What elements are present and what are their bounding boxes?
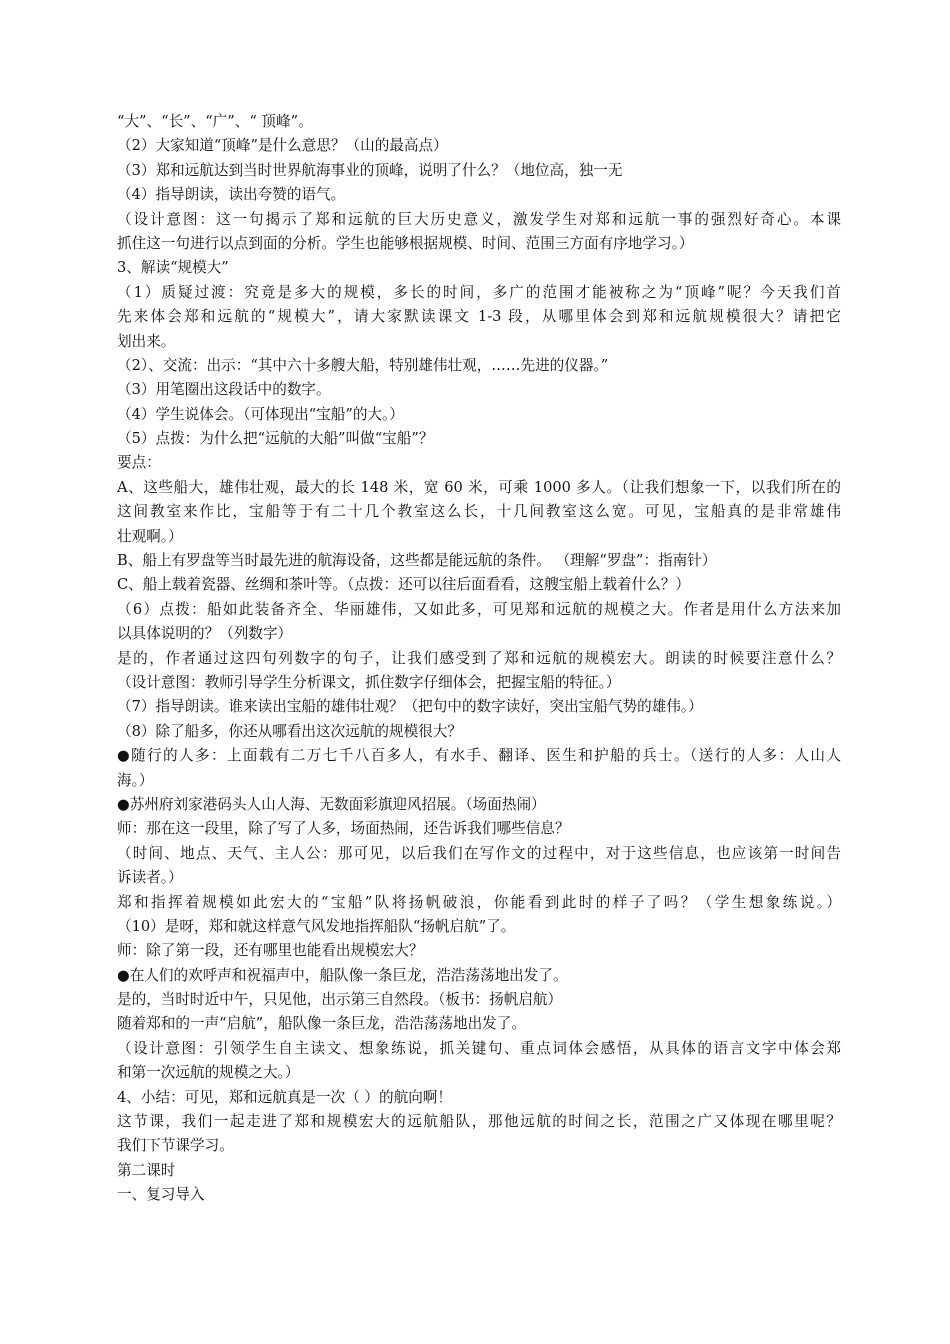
text-line: （2）大家知道“顶峰”是什么意思？（山的最高点） bbox=[117, 137, 448, 155]
text-line: （7）指导朗读。谁来读出宝船的雄伟壮观？（把句中的数字读好，突出宝船气势的雄伟。） bbox=[117, 698, 703, 716]
text-line: 先来体会郑和远航的“规模大”，请大家默读课文 1-3 段，从哪里体会到郑和远航规模很大？请把它 bbox=[117, 308, 841, 326]
text-line: B、船上有罗盘等当时最先进的航海设备，这些都是能远航的条件。 （理解“罗盘”：指南针） bbox=[117, 552, 717, 570]
text-line: （设计意图：这一句揭示了郑和远航的巨大历史意义，激发学生对郑和远航一事的强烈好奇心。本课 bbox=[117, 210, 841, 228]
text-line: （4）指导朗读，读出夸赞的语气。 bbox=[117, 186, 346, 204]
text-line: （3）用笔圈出这段话中的数字。 bbox=[117, 381, 331, 399]
text-line: 和第一次远航的规模之大。） bbox=[117, 1064, 300, 1082]
text-line: 划出来。 bbox=[117, 332, 176, 350]
text-line: 壮观啊。） bbox=[117, 527, 183, 545]
text-line: （设计意图：引领学生自主读文、想象练说，抓关键句、重点词体会感悟，从具体的语言文字中体会郑 bbox=[117, 1039, 841, 1057]
document-body bbox=[117, 110, 841, 1208]
text-line: 以具体说明的？（列数字） bbox=[117, 625, 293, 643]
text-line: 郑和指挥着规模如此宏大的“宝船”队将扬帆破浪，你能看到此时的样子了吗？（学生想象练说。） bbox=[117, 893, 841, 911]
text-line: 诉读者。） bbox=[117, 869, 183, 887]
text-line: 这间教室来作比，宝船等于有二十几个教室这么长，十几间教室这么宽。可见，宝船真的是非常雄伟 bbox=[117, 503, 841, 521]
text-line: A、这些船大，雄伟壮观，最大的长 148 米，宽 60 米，可乘 1000 多人。（让我们想象一下，以我们所在的 bbox=[117, 478, 841, 496]
text-line: （5）点拨：为什么把“远航的大船”叫做“宝船”？ bbox=[117, 430, 434, 448]
text-line: 海。） bbox=[117, 771, 154, 789]
text-line: （10）是呀，郑和就这样意气风发地指挥船队“扬帆启航”了。 bbox=[117, 917, 516, 935]
section-heading: 第二课时 bbox=[117, 1161, 176, 1179]
text-line: C、船上载着瓷器、丝绸和茶叶等。（点拨：还可以往后面看看，这艘宝船上载着什么？） bbox=[117, 576, 691, 594]
text-line: （时间、地点、天气、主人公：那可见，以后我们在写作文的过程中，对于这些信息，也应该第一时间告 bbox=[117, 844, 841, 862]
text-line: 师：除了第一段，还有哪里也能看出规模宏大？ bbox=[117, 942, 424, 960]
text-line: 师：那在这一段里，除了写了人多，场面热闹，还告诉我们哪些信息？ bbox=[117, 820, 570, 838]
text-line: 随着郑和的一声“启航”，船队像一条巨龙，浩浩荡荡地出发了。 bbox=[117, 1015, 526, 1033]
text-line: ●随行的人多：上面载有二万七千八百多人，有水手、翻译、医生和护船的兵士。（送行的人多：人山人 bbox=[117, 747, 841, 765]
text-line: 要点： bbox=[117, 454, 161, 472]
text-line: （3）郑和远航达到当时世界航海事业的顶峰，说明了什么？（地位高，独一无 bbox=[117, 161, 623, 179]
text-line: （4）学生说体会。（可体现出“宝船”的大。） bbox=[117, 405, 404, 423]
section-heading: 3、解读“规模大” bbox=[117, 259, 229, 277]
text-line: 是的，作者通过这四句列数字的句子，让我们感受到了郑和远航的规模宏大。朗读的时候要注意什么？ bbox=[117, 649, 841, 667]
text-line: （2）、交流：出示：“其中六十多艘大船，特别雄伟壮观，……先进的仪器。” bbox=[117, 356, 609, 374]
text-line: 抓住这一句进行以点到面的分析。学生也能够根据规模、时间、范围三方面有序地学习。） bbox=[117, 234, 694, 252]
text-line: “大”、“长”、“广”、“ 顶峰”。 bbox=[117, 113, 313, 130]
text-line: ●在人们的欢呼声和祝福声中，船队像一条巨龙，浩浩荡荡地出发了。 bbox=[117, 966, 568, 984]
text-line: （设计意图：教师引导学生分析课文，抓住数字仔细体会，把握宝船的特征。） bbox=[117, 673, 621, 691]
text-line: 我们下节课学习。 bbox=[117, 1137, 234, 1155]
section-heading: 一、复习导入 bbox=[117, 1186, 205, 1204]
section-heading: 4、小结：可见，郑和远航真是一次（ ）的航向啊！ bbox=[117, 1088, 452, 1106]
text-line: ●苏州府刘家港码头人山人海、无数面彩旗迎风招展。（场面热闹） bbox=[117, 795, 546, 813]
text-line: 这节课，我们一起走进了郑和规模宏大的远航船队，那他远航的时间之长，范围之广又体现在哪里呢？ bbox=[117, 1113, 841, 1131]
text-line: 是的，当时时近中午，只见他，出示第三自然段。（板书：扬帆启航） bbox=[117, 991, 563, 1009]
text-line: （1）质疑过渡：究竟是多大的规模，多长的时间，多广的范围才能被称之为“顶峰”呢？今天我们首 bbox=[117, 283, 841, 301]
text-line: （6）点拨：船如此装备齐全、华丽雄伟，又如此多，可见郑和远航的规模之大。作者是用什么方法来加 bbox=[117, 600, 841, 618]
text-line: （8）除了船多，你还从哪看出这次远航的规模很大？ bbox=[117, 722, 462, 740]
